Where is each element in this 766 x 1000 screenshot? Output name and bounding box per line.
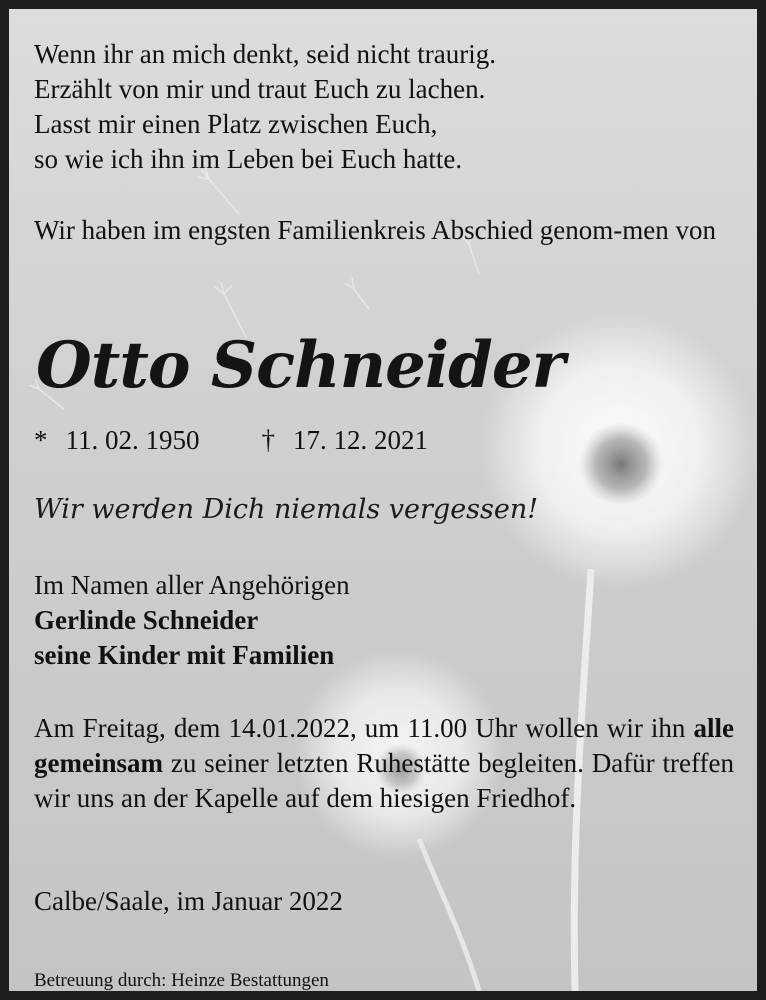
farewell-intro: Wir haben im engsten Familienkreis Abschied genom-men von (34, 215, 717, 245)
death-date: 17. 12. 2021 (293, 425, 428, 455)
mourners-intro: Im Namen aller Angehörigen (34, 570, 350, 600)
service-text-before: Am Freitag, dem 14.01.2022, um 11.00 Uhr wollen wir ihn (34, 713, 694, 743)
mourners (34, 568, 734, 673)
poem-line: Lasst mir einen Platz zwischen Euch, (34, 109, 438, 139)
service-emphasis: alle gemeinsam (34, 713, 734, 778)
mourner-family: seine Kinder mit Familien (34, 640, 335, 670)
life-dates (34, 422, 734, 458)
poem-line: so wie ich ihn im Leben bei Euch hatte. (34, 144, 463, 174)
funeral-service-notice (34, 711, 734, 816)
service-text-after: zu seiner letzten Ruhestätte begleiten. Dafür treffen wir uns an der Kapelle auf dem hiesigen Friedhof. (34, 748, 734, 813)
funeral-home-credit: Betreuung durch: Heinze Bestattungen (34, 970, 329, 991)
birth-date: 11. 02. 1950 (65, 425, 200, 455)
poem-line: Erzählt von mir und traut Euch zu lachen. (34, 74, 486, 104)
birth-symbol: * (34, 425, 48, 455)
dandelion-small (294, 649, 504, 991)
poem-line: Wenn ihr an mich denkt, seid nicht traurig. (34, 39, 496, 69)
mourner-name: Gerlinde Schneider (34, 605, 259, 635)
place-and-date: Calbe/Saale, im Januar 2022 (34, 886, 343, 916)
deceased-name: Otto Schneider (36, 328, 565, 403)
memorial-motto: Wir werden Dich niemals vergessen! (34, 494, 539, 525)
death-symbol: † (261, 425, 275, 455)
poem (34, 37, 734, 177)
